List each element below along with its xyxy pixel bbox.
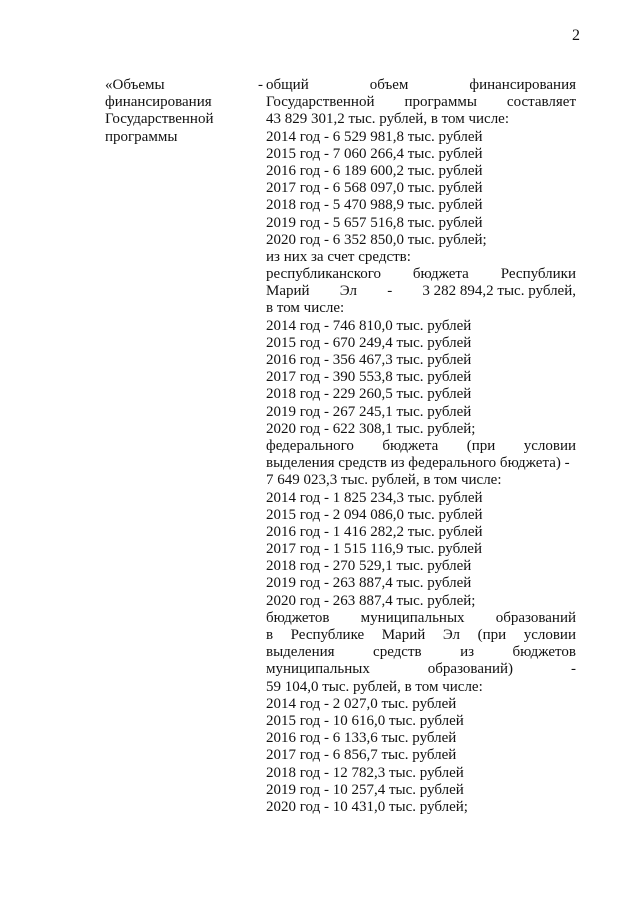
federal-text-line: 7 649 023,3 тыс. рублей, в том числе:: [266, 472, 502, 489]
label-line: «Объемы: [105, 77, 165, 93]
label-dash: -: [258, 77, 263, 93]
federal-year-line: 2019 год - 263 887,4 тыс. рублей: [266, 575, 472, 592]
federal-text-line: выделения средств из федерального бюджета) -: [266, 455, 570, 472]
federal-year-line: 2015 год - 2 094 086,0 тыс. рублей: [266, 506, 483, 523]
republic-word: Марий: [266, 283, 310, 300]
municipal-text-line: муниципальных образований) -: [266, 661, 576, 678]
federal-year-line: 2018 год - 270 529,1 тыс. рублей: [266, 558, 472, 575]
total-year-line: 2018 год - 5 470 988,9 тыс. рублей: [266, 197, 483, 214]
municipal-year-line: 2018 год - 12 782,3 тыс. рублей: [266, 764, 464, 781]
label-line: Государственной: [105, 111, 214, 128]
republic-year-line: 2019 год - 267 245,1 тыс. рублей: [266, 403, 472, 420]
republic-year-line: 2020 год - 622 308,1 тыс. рублей;: [266, 420, 476, 437]
total-year-line: 2017 год - 6 568 097,0 тыс. рублей: [266, 180, 483, 197]
total-year-line: 2014 год - 6 529 981,8 тыс. рублей: [266, 128, 483, 145]
republic-year-line: 2015 год - 670 249,4 тыс. рублей: [266, 334, 472, 351]
page-number: 2: [572, 27, 580, 44]
label-line: программы: [105, 128, 178, 145]
republic-text-line: в том числе:: [266, 300, 345, 317]
municipal-year-line: 2016 год - 6 133,6 тыс. рублей: [266, 730, 457, 747]
total-year-line: 2016 год - 6 189 600,2 тыс. рублей: [266, 162, 483, 179]
municipal-year-line: 2015 год - 10 616,0 тыс. рублей: [266, 712, 464, 729]
federal-year-line: 2014 год - 1 825 234,3 тыс. рублей: [266, 489, 483, 506]
republic-year-line: 2018 год - 229 260,5 тыс. рублей: [266, 386, 472, 403]
federal-year-line: 2016 год - 1 416 282,2 тыс. рублей: [266, 523, 483, 540]
label-line: финансирования: [105, 94, 212, 111]
total-year-line: 2015 год - 7 060 266,4 тыс. рублей: [266, 145, 483, 162]
municipal-year-line: 2019 год - 10 257,4 тыс. рублей: [266, 781, 464, 798]
total-text-line: 43 829 301,2 тыс. рублей, в том числе:: [266, 111, 510, 128]
federal-text-line: федерального бюджета (при условии: [266, 437, 576, 454]
republic-year-line: 2017 год - 390 553,8 тыс. рублей: [266, 369, 472, 386]
federal-year-line: 2020 год - 263 887,4 тыс. рублей;: [266, 592, 476, 609]
municipal-text-line: в Республике Марий Эл (при условии: [266, 627, 576, 643]
republic-word: Эл: [339, 283, 357, 300]
republic-amount: 3 282 894,2 тыс. рублей,: [422, 283, 576, 300]
republic-text-line: республиканского бюджета Республики: [266, 266, 576, 283]
total-year-line: 2020 год - 6 352 850,0 тыс. рублей;: [266, 231, 487, 248]
municipal-text-line: выделения средств из бюджетов: [266, 644, 576, 661]
passport-field-label: [105, 77, 250, 146]
sources-intro: из них за счет средств:: [266, 248, 411, 265]
municipal-text-line: 59 104,0 тыс. рублей, в том числе:: [266, 678, 483, 695]
total-year-line: 2019 год - 5 657 516,8 тыс. рублей: [266, 214, 483, 231]
total-text-line: общий объем финансирования: [266, 77, 576, 93]
republic-year-line: 2016 год - 356 467,3 тыс. рублей: [266, 352, 472, 368]
municipal-year-line: 2017 год - 6 856,7 тыс. рублей: [266, 747, 457, 764]
republic-dash: -: [387, 283, 393, 300]
municipal-year-line: 2020 год - 10 431,0 тыс. рублей;: [266, 798, 468, 815]
passport-field-value: [266, 77, 576, 816]
federal-year-line: 2017 год - 1 515 116,9 тыс. рублей: [266, 541, 482, 558]
municipal-text-line: бюджетов муниципальных образований: [266, 609, 576, 626]
municipal-year-line: 2014 год - 2 027,0 тыс. рублей: [266, 695, 457, 712]
total-text-line: Государственной программы составляет: [266, 94, 576, 111]
republic-amount-line: [266, 283, 576, 300]
republic-year-line: 2014 год - 746 810,0 тыс. рублей: [266, 317, 472, 334]
